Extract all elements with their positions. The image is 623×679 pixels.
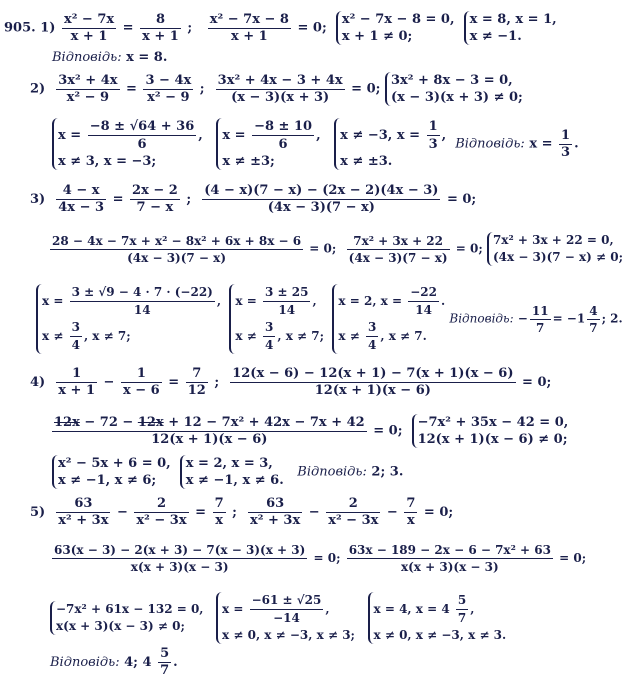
fraction: $\frac{7}{x}$ — [214, 496, 224, 528]
fraction: $\frac{1}{3}$ — [561, 127, 571, 160]
problem-number: 905. — [4, 20, 36, 36]
answer-line-5: Відповідь: 4; 4 $\frac{5}{7}$ . — [50, 646, 178, 678]
problem-3-line: 3) $\frac{4 - x}{4x - 3}$ = $\frac{2x - 2}{7 - x}$ ; $\frac{(4 - x)(7 - x) - (2x - 2)(4x - 3)}{(4x - 3)(7 - x)}$ = 0; — [30, 183, 477, 215]
fraction: $\frac{11}{7}$ — [531, 303, 549, 335]
problem-1-line: 905. 1) $\frac{\text{x² − 7x}}{x + 1}$ = $\frac{8}{x + 1}$ ; $\frac{\text{x² − 7x − 8}}{x + 1}$ = 0; x² − 7x − 8 = 0, x + 1 ≠ 0; x = 8, x = 1, x ≠ −1. — [4, 11, 557, 44]
problem-3-line-2: $\frac{\text{28 − 4x − 7x + x² − 8x² + 6x + 8x − 6}}{(4x - 3)(7 - x)}$ = 0; $\frac{\text{7x² + 3x + 22}}{(4x - 3)(7 - x)}$ = 0; 7x² + 3x + 22 = 0, (4x − 3)(7 − x) ≠ 0; — [52, 233, 623, 265]
equation-system: x ≠ −3, x = $\frac{1}{3}$ , x ≠ ±3. — [334, 118, 446, 170]
problem-5-line: 5) $\frac{63}{\text{x² + 3x}}$ − $\frac{2}{\text{x² − 3x}}$ = $\frac{7}{x}$ ; $\frac{63}{\text{x² + 3x}}$ − $\frac{2}{\text{x² − 3x}}$ − $\frac{7}{x}$ = 0; — [30, 496, 454, 528]
fraction: $\frac{2}{\text{x² − 3x}}$ — [136, 496, 187, 528]
equation-system: x = $\frac{-8 \pm 10}{6}$ , x ≠ ±3; — [216, 118, 320, 170]
part-label-3: 3) — [30, 192, 46, 207]
part-label-5: 5) — [30, 505, 46, 520]
problem-4-line-2: $\frac{\text{12x − 72 − 12x + 12 − 7x² + 42x − 7x + 42}}{12(x + 1)(x - 6)}$ = 0; −7x² + 35x − 42 = 0, 12(x + 1)(x − 6) ≠ 0; — [54, 414, 569, 447]
fraction: $\frac{(4 - x)(7 - x) - (2x - 2)(4x - 3)}{(4x - 3)(7 - x)}$ — [204, 183, 439, 215]
fraction: $\frac{2x - 2}{7 - x}$ — [132, 183, 178, 215]
equation-system: x = $\frac{-61 \pm √25}{-14}$ , x ≠ 0, x ≠ −3, x ≠ 3; — [216, 592, 355, 644]
equation-system: x² − 7x − 8 = 0, x + 1 ≠ 0; — [336, 11, 455, 45]
answer-label: Відповідь: — [52, 50, 122, 65]
problem-2-line: 2) $\frac{\text{3x² + 4x}}{\text{x² − 9}}$ = $\frac{3 - 4x}{\text{x² − 9}}$ ; $\frac{\text{3x² + 4x − 3 + 4x}}{(x - 3)(x + 3)}$ = 0; 3x² + 8x − 3 = 0, (x − 3)(x + 3) ≠ 0; — [30, 72, 523, 105]
answer-label: Відповідь: — [449, 311, 514, 326]
fraction: $\frac{4 - x}{4x - 3}$ — [58, 183, 105, 215]
fraction: $\frac{63(x - 3) - 2(x + 3) - 7(x - 3)(x + 3)}{x(x + 3)(x - 3)}$ — [54, 543, 306, 574]
problem-5-line-2: $\frac{63(x - 3) - 2(x + 3) - 7(x - 3)(x + 3)}{x(x + 3)(x - 3)}$ = 0; $\frac{\text{63x − 189 − 2x − 6 − 7x² + 63}}{x(x + 3)(x - 3)}$ = 0; — [54, 543, 587, 574]
equation-system: x = $\frac{3 \pm 25}{14}$ , x ≠ $\frac{3}{4}$ , x ≠ 7; — [229, 284, 324, 354]
problem-4-line: 4) $\frac{1}{x + 1}$ − $\frac{1}{x - 6}$ = $\frac{7}{12}$ ; $\frac{12(x - 6) - 12(x + 1) - 7(x + 1)(x - 6)}{12(x + 1)(x - 6)}$ = 0; — [30, 366, 552, 398]
answer-line-1 — [52, 50, 167, 66]
equation-system: x = 2, x = $\frac{-22}{14}$ . x ≠ $\frac{3}{4}$ , x ≠ 7. — [332, 284, 445, 354]
problem-3-solutions: x = $\frac{3 \pm √9 - 4 \cdot 7 \cdot (-22)}{14}$ , x ≠ $\frac{3}{4}$ , x ≠ 7; x = $\frac{3 \pm 25}{14}$ , x ≠ $\frac{3}{4}$ , x ≠ 7; x = 2, x = $\frac{-22}{14}$ . x ≠ $\frac{3}{4}$ , x ≠ 7. Відповідь: − $\frac{11}{7}$ = −1 $\frac{4}{7}$ ; 2. — [36, 284, 623, 354]
fraction: $\frac{1}{x + 1}$ — [58, 366, 96, 398]
answer-value: 4; 4 — [124, 655, 152, 670]
fraction: $\frac{\text{12x − 72 − 12x + 12 − 7x² + 42x − 7x + 42}}{12(x + 1)(x - 6)}$ — [54, 414, 365, 447]
fraction: $\frac{3 - 4x}{\text{x² − 9}}$ — [145, 72, 192, 105]
problem-5-line-3 — [50, 592, 506, 644]
equation-system: x = $\frac{3 \pm √9 - 4 \cdot 7 \cdot (-22)}{14}$ , x ≠ $\frac{3}{4}$ , x ≠ 7; — [36, 284, 221, 354]
equation-system: 3x² + 8x − 3 = 0, (x − 3)(x + 3) ≠ 0; — [385, 72, 523, 106]
equation-system: x² − 5x + 6 = 0, x ≠ −1, x ≠ 6; — [52, 455, 171, 489]
fraction: $\frac{\text{63x − 189 − 2x − 6 − 7x² + 63}}{x(x + 3)(x - 3)}$ — [348, 543, 551, 574]
fraction: $\frac{\text{3x² + 4x − 3 + 4x}}{(x - 3)(x + 3)}$ — [217, 72, 343, 105]
equation-system: x = $\frac{-8 \pm √64 + 36}{6}$ , x ≠ 3, x = −3; — [52, 118, 203, 170]
fraction: $\frac{\text{7x² + 3x + 22}}{(4x - 3)(7 - x)}$ — [348, 233, 448, 265]
fraction: $\frac{8}{x + 1}$ — [142, 11, 179, 44]
fraction: $\frac{63}{\text{x² + 3x}}$ — [250, 496, 301, 528]
part-label-2: 2) — [30, 81, 46, 97]
problem-2-solutions: x = $\frac{-8 \pm √64 + 36}{6}$ , x ≠ 3, x = −3; x = $\frac{-8 \pm 10}{6}$ , x ≠ ±3; x ≠ −3, x = $\frac{1}{3}$ , x ≠ ±3. Відповідь: x = $\frac{1}{3}$ . — [52, 118, 579, 170]
fraction: $\frac{7}{12}$ — [187, 366, 206, 398]
answer-label: Відповідь: — [50, 655, 120, 670]
equation-system: 7x² + 3x + 22 = 0, (4x − 3)(7 − x) ≠ 0; — [487, 232, 623, 266]
fraction: $\frac{7}{x}$ — [406, 496, 416, 528]
fraction: $\frac{63}{\text{x² + 3x}}$ — [58, 496, 109, 528]
answer-value: 2; 3. — [371, 464, 404, 480]
answer-label: Відповідь: — [297, 464, 367, 480]
part-label-4: 4) — [30, 375, 46, 390]
problem-4-line-3 — [52, 455, 403, 489]
part-label-1: 1) — [40, 20, 56, 36]
fraction: $\frac{1}{x - 6}$ — [122, 366, 160, 398]
equation-system: x = 2, x = 3, x ≠ −1, x ≠ 6. — [180, 455, 284, 489]
fraction: $\frac{\text{3x² + 4x}}{\text{x² − 9}}$ — [58, 72, 118, 105]
fraction: $\frac{\text{x² − 7x}}{x + 1}$ — [63, 11, 115, 44]
equation-system: x = 4, x = 4 $\frac{5}{7}$ , x ≠ 0, x ≠ −3, x ≠ 3. — [368, 592, 507, 644]
fraction: $\frac{5}{7}$ — [160, 646, 170, 678]
equation-system: −7x² + 61x − 132 = 0, x(x + 3)(x − 3) ≠ 0; — [50, 601, 203, 635]
equation-system: x = 8, x = 1, x ≠ −1. — [464, 11, 557, 45]
answer-label: Відповідь: — [455, 136, 525, 152]
answer-value: x = 8. — [126, 50, 168, 65]
equation-system: −7x² + 35x − 42 = 0, 12(x + 1)(x − 6) ≠ 0; — [412, 414, 569, 448]
fraction: $\frac{12(x - 6) - 12(x + 1) - 7(x + 1)(x - 6)}{12(x + 1)(x - 6)}$ — [232, 366, 514, 398]
fraction: $\frac{\text{28 − 4x − 7x + x² − 8x² + 6x + 8x − 6}}{(4x - 3)(7 - x)}$ — [52, 233, 302, 265]
fraction: $\frac{4}{7}$ — [589, 303, 598, 335]
fraction: $\frac{2}{\text{x² − 3x}}$ — [328, 496, 379, 528]
fraction: $\frac{\text{x² − 7x − 8}}{x + 1}$ — [209, 11, 289, 44]
